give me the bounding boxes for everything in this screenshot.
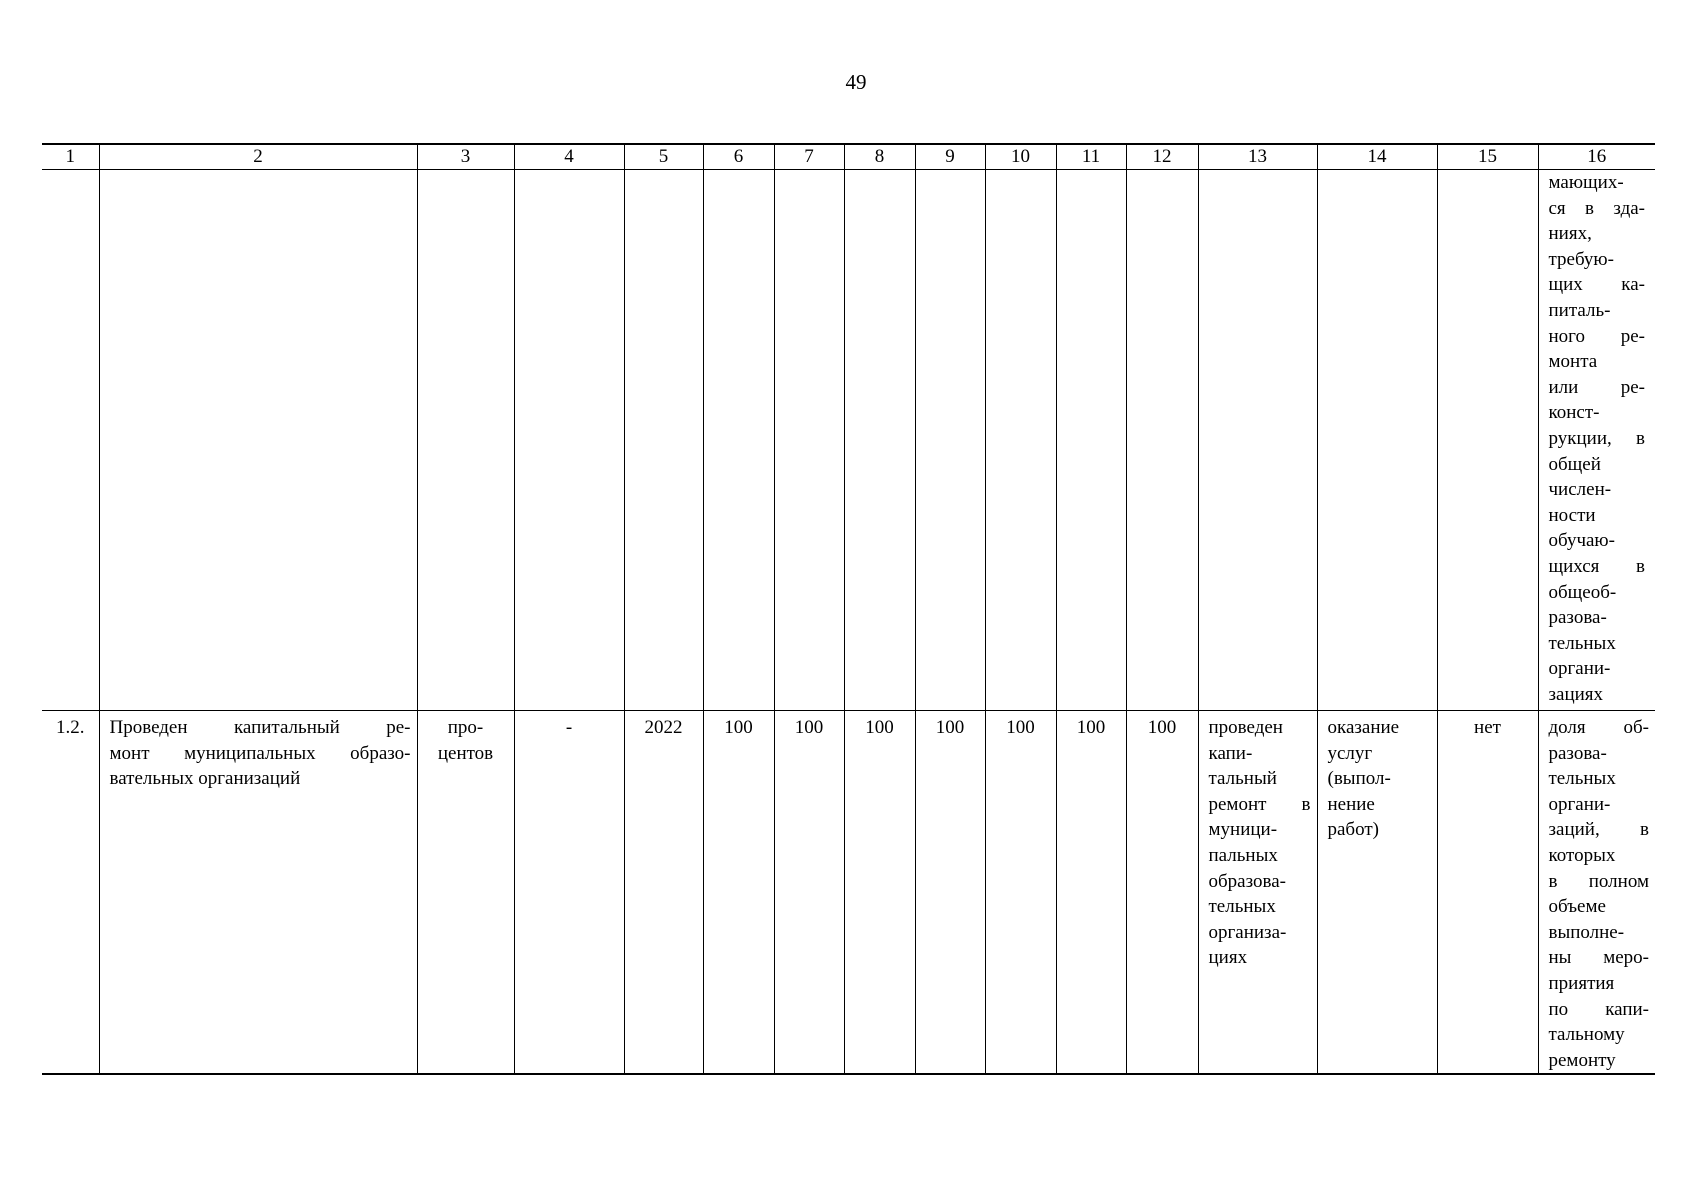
value: 100 (1147, 717, 1177, 738)
type-text (1318, 711, 1437, 843)
text-line: конст- (1548, 402, 1600, 424)
text-line: общей (1548, 453, 1601, 475)
col15-value: нет (1474, 717, 1501, 738)
value-cell (1056, 711, 1126, 1075)
text-line: органи- (1548, 658, 1611, 680)
text-line: (выпол- (1327, 768, 1391, 790)
text-line: объеме (1548, 896, 1606, 918)
unit-text (418, 711, 514, 766)
value: 100 (1006, 717, 1035, 738)
text-line: про- (447, 717, 484, 738)
text-line: в полном (1548, 870, 1649, 892)
table-row (42, 711, 1655, 1075)
text-line: тельных (1548, 632, 1616, 654)
text-line: зациях (1548, 683, 1604, 705)
value-cell (844, 711, 915, 1075)
indicator-continuation-text (1539, 170, 1656, 707)
text-line: нение (1327, 793, 1375, 815)
text-line: или ре- (1548, 376, 1645, 398)
continuation-row (42, 170, 1655, 711)
text-line: ниях, (1548, 223, 1592, 245)
column-header: 1 (42, 144, 99, 170)
column-header: 7 (774, 144, 844, 170)
text-line: образова- (1208, 870, 1286, 892)
unit-cell (417, 711, 514, 1075)
table-header-row (42, 144, 1655, 170)
row-name (100, 711, 417, 792)
column-header: 3 (417, 144, 514, 170)
col4-cell (514, 711, 624, 1075)
text-line: центов (437, 742, 494, 764)
text-line: монта (1548, 351, 1598, 373)
text-line: ся в зда- (1548, 197, 1645, 219)
text-line: ности (1548, 504, 1596, 526)
value-cell (915, 711, 985, 1075)
row-number-cell (42, 711, 99, 1075)
text-line: мающих- (1548, 172, 1624, 193)
text-line: капи- (1208, 742, 1253, 764)
text-line: услуг (1327, 742, 1373, 764)
column-header: 8 (844, 144, 915, 170)
type-cell (1317, 711, 1437, 1075)
value-cell (1126, 711, 1198, 1075)
column-header: 2 (99, 144, 417, 170)
text-line: требую- (1548, 248, 1614, 270)
text-line: числен- (1548, 479, 1612, 501)
text-line: ны меро- (1548, 947, 1649, 969)
value-cell (774, 711, 844, 1075)
text-line: щихся в (1548, 555, 1645, 577)
text-line: оказание (1327, 717, 1400, 738)
column-header: 11 (1056, 144, 1126, 170)
column-header: 10 (985, 144, 1056, 170)
column-header: 6 (703, 144, 774, 170)
value: 100 (1076, 717, 1106, 738)
col15-cell (1437, 711, 1538, 1075)
text-line: проведен (1208, 717, 1283, 738)
row-name-cell (99, 711, 417, 1075)
col4-value: - (565, 717, 573, 738)
text-line: ремонт в (1208, 793, 1311, 815)
text-line: тельных (1208, 896, 1276, 918)
text-line: общеоб- (1548, 581, 1617, 603)
text-line: органи- (1548, 793, 1611, 815)
text-line: тельных (1548, 768, 1616, 790)
text-line: выполне- (1548, 921, 1625, 943)
text-line: тальному (1548, 1024, 1625, 1046)
text-line: организа- (1208, 921, 1287, 943)
text-line: циях (1208, 947, 1248, 969)
column-header: 15 (1437, 144, 1538, 170)
column-header: 12 (1126, 144, 1198, 170)
page-number: 49 (845, 70, 867, 94)
value: 100 (724, 717, 753, 738)
value: 100 (935, 717, 965, 738)
value: 100 (794, 717, 824, 738)
text-line: вательных организаций (109, 768, 301, 790)
value: 100 (865, 717, 894, 738)
column-header: 4 (514, 144, 624, 170)
result-text (1199, 711, 1317, 971)
column-header: 14 (1317, 144, 1437, 170)
indicator-continuation-cell (1538, 170, 1655, 711)
text-line: питаль- (1548, 299, 1611, 321)
text-line: работ) (1327, 819, 1379, 841)
text-line: приятия (1548, 972, 1615, 994)
year-value: 2022 (644, 717, 683, 738)
data-table (42, 143, 1655, 1075)
result-cell (1198, 711, 1317, 1075)
text-line: разова- (1548, 607, 1607, 629)
text-line: Проведен капитальный ре- (109, 717, 411, 738)
text-line: заций, в (1548, 819, 1649, 841)
text-line: обучаю- (1548, 530, 1615, 552)
indicator-cell (1538, 711, 1655, 1075)
column-header: 5 (624, 144, 703, 170)
value-cell (985, 711, 1056, 1075)
text-line: ного ре- (1548, 325, 1645, 347)
text-line: по капи- (1548, 998, 1649, 1020)
text-line: разова- (1548, 742, 1607, 764)
row-number: 1.2. (56, 717, 85, 738)
value-cell (703, 711, 774, 1075)
text-line: которых (1548, 844, 1616, 866)
column-header: 9 (915, 144, 985, 170)
text-line: доля об- (1548, 717, 1649, 738)
text-line: пальных (1208, 844, 1278, 866)
text-line: рукции, в (1548, 427, 1645, 449)
column-header: 13 (1198, 144, 1317, 170)
year-cell (624, 711, 703, 1075)
text-line: тальный (1208, 768, 1277, 790)
column-header: 16 (1538, 144, 1655, 170)
text-line: щих ка- (1548, 274, 1645, 296)
text-line: муници- (1208, 819, 1278, 841)
text-line: ремонту (1548, 1049, 1616, 1071)
indicator-text (1539, 711, 1656, 1073)
text-line: монт муниципальных образо- (109, 742, 411, 764)
